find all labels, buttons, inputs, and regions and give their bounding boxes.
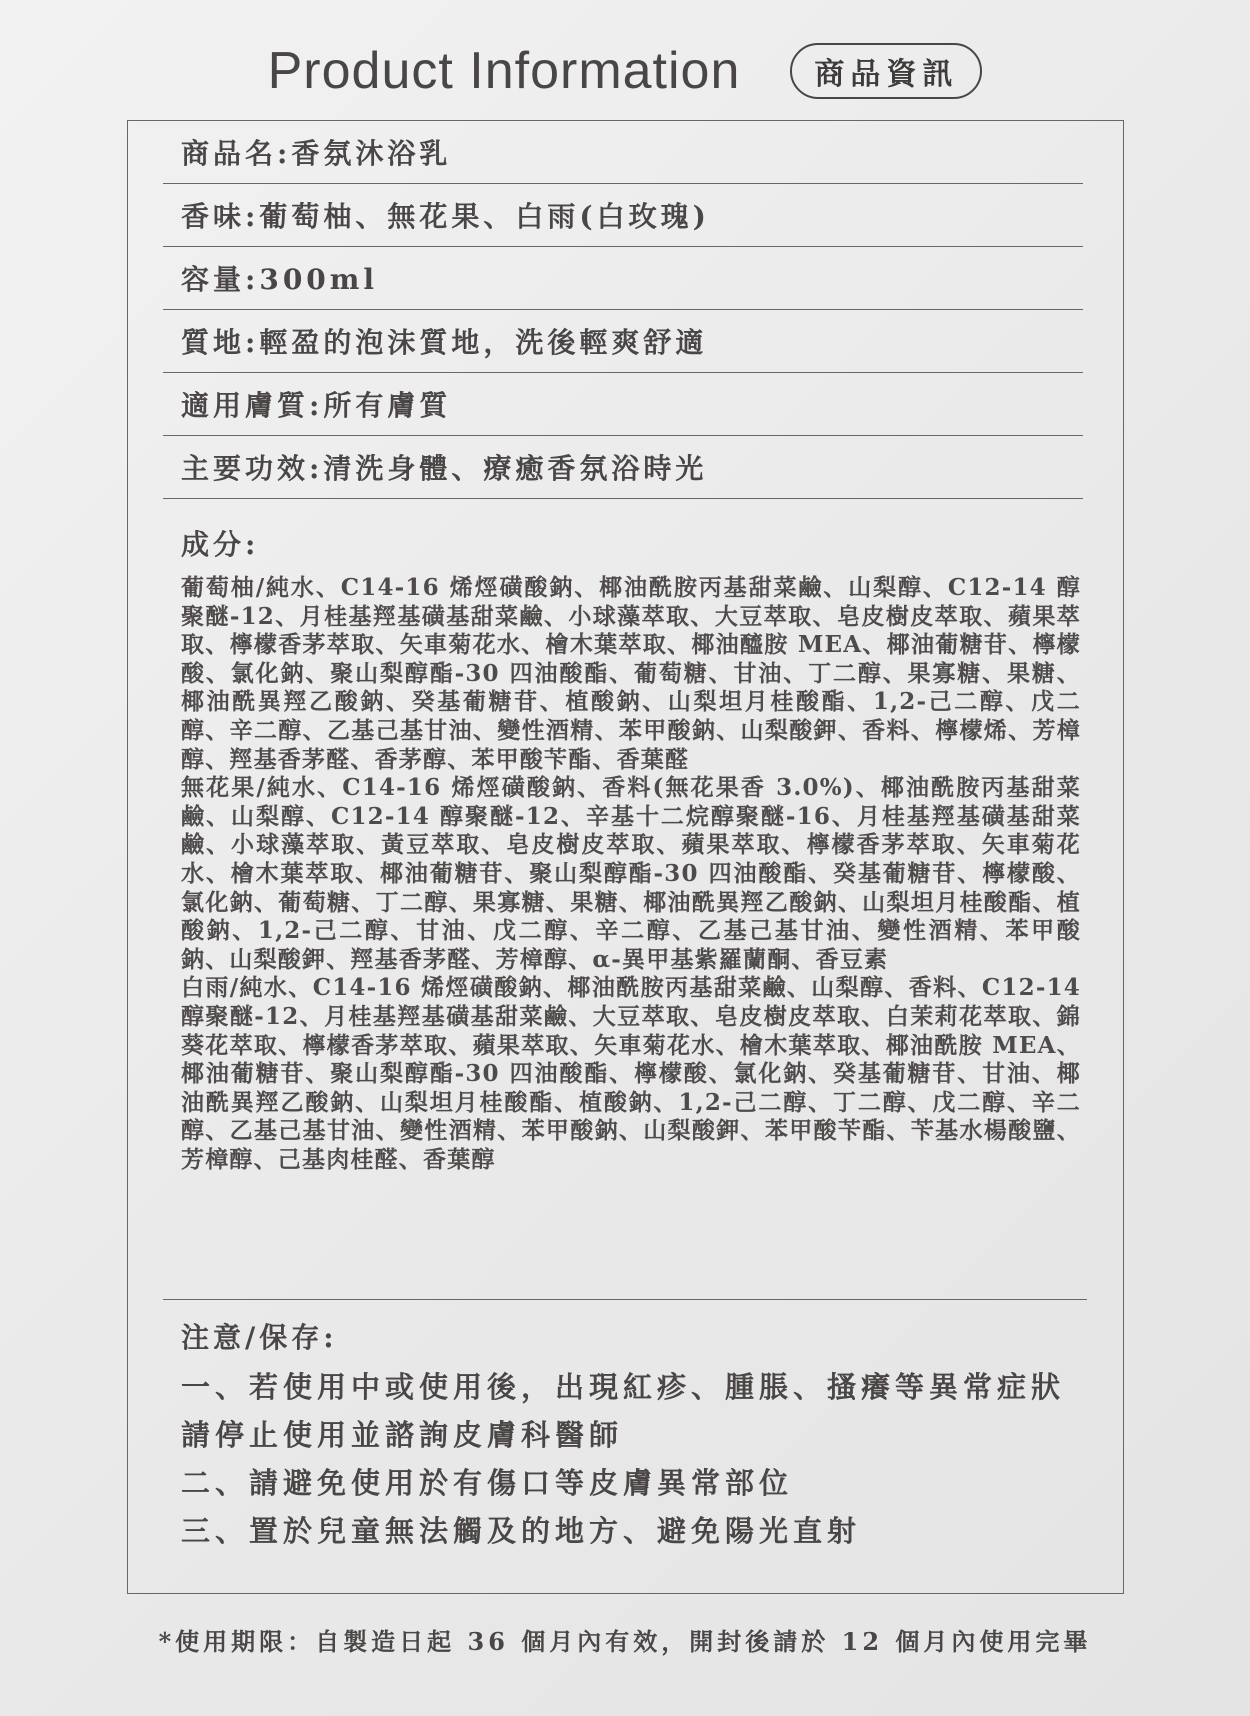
note-line: 二、請避免使用於有傷口等皮膚異常部位 (181, 1466, 794, 1500)
page-title: Product Information (267, 42, 741, 100)
info-frame (127, 120, 1124, 1594)
info-row-product-name: 商品名:香氛沐浴乳 (163, 121, 1083, 184)
info-row-effects: 主要功效:清洗身體、療癒香氛浴時光 (163, 436, 1083, 499)
page-header (0, 36, 1250, 106)
info-row-skin-type: 適用膚質:所有膚質 (163, 373, 1083, 436)
section-divider (163, 1299, 1087, 1300)
ingredients-white-rain: 白雨/純水、C14-16 烯烴磺酸鈉、椰油酰胺丙基甜菜鹼、山梨醇、香料、C12-14 醇聚醚-12、月桂基羥基磺基甜菜鹼、大豆萃取、皂皮樹皮萃取、白茉莉花萃取、錦葵花萃取、檸檬香茅萃取、蘋果萃取、矢車菊花水、檜木葉萃取、椰油酰胺 MEA、椰油葡糖苷、聚山梨醇酯-30 四油酸酯、檸檬酸、氯化鈉、癸基葡糖苷、甘油、椰油酰異羥乙酸鈉、山梨坦月桂酸酯、植酸鈉、1,2-己二醇、丁二醇、戊二醇、辛二醇、乙基己基甘油、變性酒精、苯甲酸鈉、山梨酸鉀、苯甲酸苄酯、苄基水楊酸鹽、芳樟醇、己基肉桂醛、香葉醇 (181, 974, 1081, 1173)
note-line: 請停止使用並諮詢皮膚科醫師 (181, 1418, 624, 1452)
ingredients-section (181, 516, 1081, 1174)
note-line: 一、若使用中或使用後，出現紅疹、腫脹、搔癢等異常症狀 (181, 1370, 1066, 1404)
title-badge: 商品資訊 (790, 43, 982, 99)
ingredients-heading: 成分: (181, 528, 260, 561)
info-rows (128, 121, 1123, 499)
info-row-volume: 容量:300ml (163, 247, 1083, 310)
ingredients-fig: 無花果/純水、C14-16 烯烴磺酸鈉、香料(無花果香 3.0%)、椰油酰胺丙基甜菜鹼、山梨醇、C12-14 醇聚醚-12、辛基十二烷醇聚醚-16、月桂基羥基磺基甜菜鹼、小球藻萃取、黃豆萃取、皂皮樹皮萃取、蘋果萃取、檸檬香茅萃取、矢車菊花水、檜木葉萃取、椰油葡糖苷、聚山梨醇酯-30 四油酸酯、癸基葡糖苷、檸檬酸、氯化鈉、葡萄糖、丁二醇、果寡糖、果糖、椰油酰異羥乙酸鈉、山梨坦月桂酸酯、植酸鈉、1,2-己二醇、甘油、戊二醇、辛二醇、乙基己基甘油、變性酒精、苯甲酸鈉、山梨酸鉀、羥基香茅醛、芳樟醇、α-異甲基紫羅蘭酮、香豆素 (181, 774, 1081, 973)
ingredients-grapefruit: 葡萄柚/純水、C14-16 烯烴磺酸鈉、椰油酰胺丙基甜菜鹼、山梨醇、C12-14 醇聚醚-12、月桂基羥基磺基甜菜鹼、小球藻萃取、大豆萃取、皂皮樹皮萃取、蘋果萃取、檸檬香茅萃取、矢車菊花水、檜木葉萃取、椰油醯胺 MEA、椰油葡糖苷、檸檬酸、氯化鈉、聚山梨醇酯-30 四油酸酯、葡萄糖、甘油、丁二醇、果寡糖、果糖、椰油酰異羥乙酸鈉、癸基葡糖苷、植酸鈉、山梨坦月桂酸酯、1,2-己二醇、戊二醇、辛二醇、乙基己基甘油、變性酒精、苯甲酸鈉、山梨酸鉀、香料、檸檬烯、芳樟醇、羥基香茅醛、香茅醇、苯甲酸苄酯、香葉醛 (181, 574, 1081, 773)
notes-heading: 注意/保存: (181, 1321, 338, 1354)
note-line: 三、置於兒童無法觸及的地方、避免陽光直射 (181, 1514, 862, 1548)
info-row-scent: 香味:葡萄柚、無花果、白雨(白玫瑰) (163, 184, 1083, 247)
expiry-footnote: *使用期限：自製造日起 36 個月內有效，開封後請於 12 個月內使用完畢 (158, 1627, 1092, 1656)
notes-section (181, 1313, 1081, 1555)
info-row-texture: 質地:輕盈的泡沫質地，洗後輕爽舒適 (163, 310, 1083, 373)
